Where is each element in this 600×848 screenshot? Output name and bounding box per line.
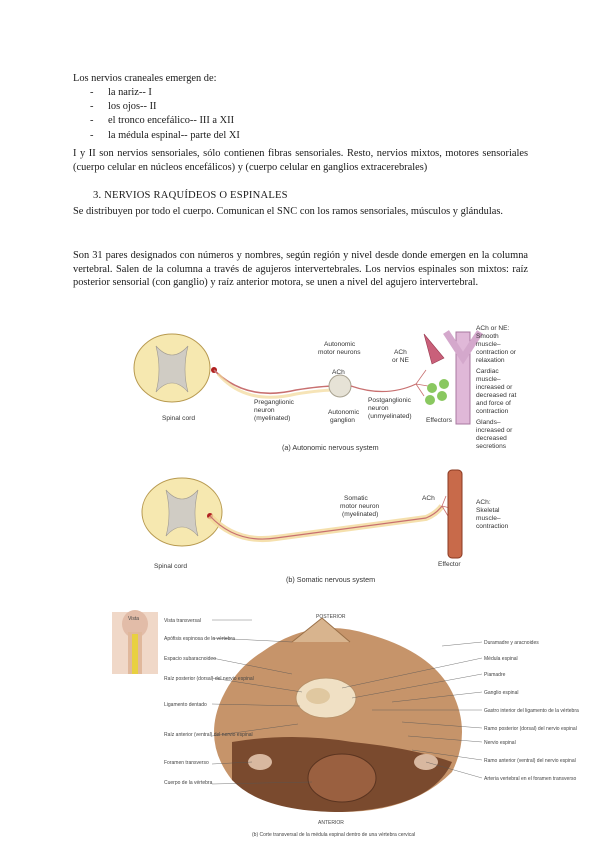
- neck-inset: [112, 610, 158, 674]
- somatic-effect-label: ACh:: [476, 499, 491, 506]
- postganglionic-label: (unmyelinated): [368, 413, 412, 420]
- autonomic-motor-neurons-label: Autonomic: [324, 341, 356, 348]
- ach-or-ne-label: or NE: [392, 357, 409, 364]
- autonomic-ganglion-label: Autonomic: [328, 409, 360, 416]
- preganglionic-label: (myelinated): [254, 415, 291, 422]
- autonomic-motor-neurons-label: motor neurons: [318, 349, 361, 356]
- svg-text:relaxation: relaxation: [476, 357, 505, 364]
- label-nervio-espinal: Nervio espinal: [484, 740, 516, 746]
- somatic-motor-neuron-label: motor neuron: [340, 503, 380, 510]
- preganglionic-label: neuron: [254, 407, 275, 414]
- nervous-system-figure: [126, 318, 538, 588]
- svg-text:increased or: increased or: [476, 427, 513, 434]
- autonomic-spinal-cord-label: Spinal cord: [162, 415, 195, 422]
- postganglionic-label: Postganglionic: [368, 397, 411, 404]
- vertebra-cross-section-figure: [112, 612, 579, 842]
- cranial-nerve-list: [90, 86, 240, 143]
- somatic-spinal-cord-label: Spinal cord: [154, 563, 187, 570]
- paragraph-sensorial: I y II son nervios sensoriales, sólo contienen fibras sensoriales. Resto, nervios mixtos, motores sensoriales (cuerpo celular en núcleos encefálicos) y (cuerpo celular en ganglios extracerebrales): [73, 148, 528, 173]
- list-item: - la nariz-- I: [90, 87, 152, 98]
- label-gastro-interior: Gastro interior del ligamento de la vértebra: [484, 708, 579, 714]
- svg-text:Smooth: Smooth: [476, 333, 499, 340]
- label-piamadre: Piamadre: [484, 672, 506, 678]
- label-ramo-posterior: Ramo posterior (dorsal) del nervio espinal: [484, 726, 577, 732]
- vertebra-photo: [214, 618, 462, 812]
- label-arteria-vertebral: Arteria vertebral en el foramen transverso: [484, 776, 577, 782]
- label-apofisis: Apófisis espinosa de la vértebra: [164, 636, 235, 642]
- svg-text:decreased: decreased: [476, 435, 507, 442]
- somatic-effect-label: Skeletal: [476, 507, 500, 514]
- somatic-ach-label: ACh: [422, 495, 435, 502]
- label-ganglio-espinal: Ganglio espinal: [484, 690, 519, 696]
- section-heading: 3. NERVIOS RAQUÍDEOS O ESPINALES: [93, 190, 288, 201]
- ach-or-ne-label: ACh: [394, 349, 407, 356]
- label-foramen-transverso: Foramen transverso: [164, 760, 209, 766]
- label-espacio-subaracnoideo: Espacio subaracnoideo: [164, 656, 216, 662]
- svg-text:Vista: Vista: [128, 616, 140, 622]
- svg-text:contraction: contraction: [476, 408, 509, 415]
- anterior-label: ANTERIOR: [318, 820, 344, 826]
- somatic-diagram: [142, 470, 509, 584]
- posterior-label: POSTERIOR: [316, 614, 346, 620]
- list-item: - los ojos-- II: [90, 101, 157, 113]
- intro-line: Los nervios craneales emergen de:: [73, 73, 217, 84]
- paragraph-pares: Son 31 pares designados con números y nombres, según región y nivel desde donde emergen en la columna vertebral. Salen de la columna a través de agujeros intervertebrales. Los nervios espinales son mixtos: raíz posterior sensorial (con ganglio) y raíz anterior motora, se unen a nivel del agujero intervertebral.: [73, 250, 528, 289]
- somatic-motor-neuron-label: Somatic: [344, 495, 368, 502]
- somatic-motor-neuron-label: (myelinated): [342, 511, 379, 518]
- effectors-label: Effectors: [426, 417, 452, 424]
- somatic-effect-label: muscle–: [476, 515, 501, 522]
- label-ramo-anterior: Ramo anterior (ventral) del nervio espinal: [484, 758, 576, 764]
- label-cuerpo-vertebra: Cuerpo de la vértebra: [164, 780, 213, 786]
- label-vista-transversal: Vista transversal: [164, 618, 201, 624]
- svg-text:ACh or NE:: ACh or NE:: [476, 325, 510, 332]
- list-item: - la médula espinal-- parte del XI: [90, 129, 240, 141]
- svg-text:Cardiac: Cardiac: [476, 368, 499, 375]
- preganglionic-label: Preganglionic: [254, 399, 294, 406]
- svg-text:contraction or: contraction or: [476, 349, 516, 356]
- paragraph-distribucion: Se distribuyen por todo el cuerpo. Comunican el SNC con los ramos sensoriales, músculos y glándulas.: [73, 206, 503, 217]
- label-raiz-posterior: Raíz posterior (dorsal) del nervio espinal: [164, 676, 254, 682]
- svg-text:secretions: secretions: [476, 443, 507, 450]
- svg-text:and force of: and force of: [476, 400, 511, 407]
- label-raiz-anterior: Raíz anterior (ventral) del nervio espinal: [164, 732, 253, 738]
- svg-text:muscle–: muscle–: [476, 341, 501, 348]
- svg-text:increased or: increased or: [476, 384, 513, 391]
- effector-label: Effector: [438, 561, 461, 568]
- list-item: - el tronco encefálico-- III a XII: [90, 115, 235, 127]
- autonomic-diagram: [134, 325, 517, 452]
- ach-ganglion-label: ACh: [332, 369, 345, 376]
- postganglionic-label: neuron: [368, 405, 389, 412]
- somatic-effect-label: contraction: [476, 523, 509, 530]
- autonomic-effects-list: [476, 325, 517, 450]
- autonomic-caption: (a) Autonomic nervous system: [282, 443, 379, 452]
- label-medula-espinal: Médula espinal: [484, 656, 518, 662]
- somatic-caption: (b) Somatic nervous system: [286, 575, 376, 584]
- autonomic-ganglion-label: ganglion: [330, 417, 355, 424]
- svg-text:muscle–: muscle–: [476, 376, 501, 383]
- label-duramadre: Duramadre y aracnoides: [484, 640, 539, 646]
- svg-text:Glands–: Glands–: [476, 419, 501, 426]
- vertebra-caption: (b) Corte transversal de la médula espinal dentro de una vértebra cervical: [252, 832, 416, 838]
- label-ligamento-dentado: Ligamento dentado: [164, 702, 207, 708]
- svg-text:decreased rat: decreased rat: [476, 392, 517, 399]
